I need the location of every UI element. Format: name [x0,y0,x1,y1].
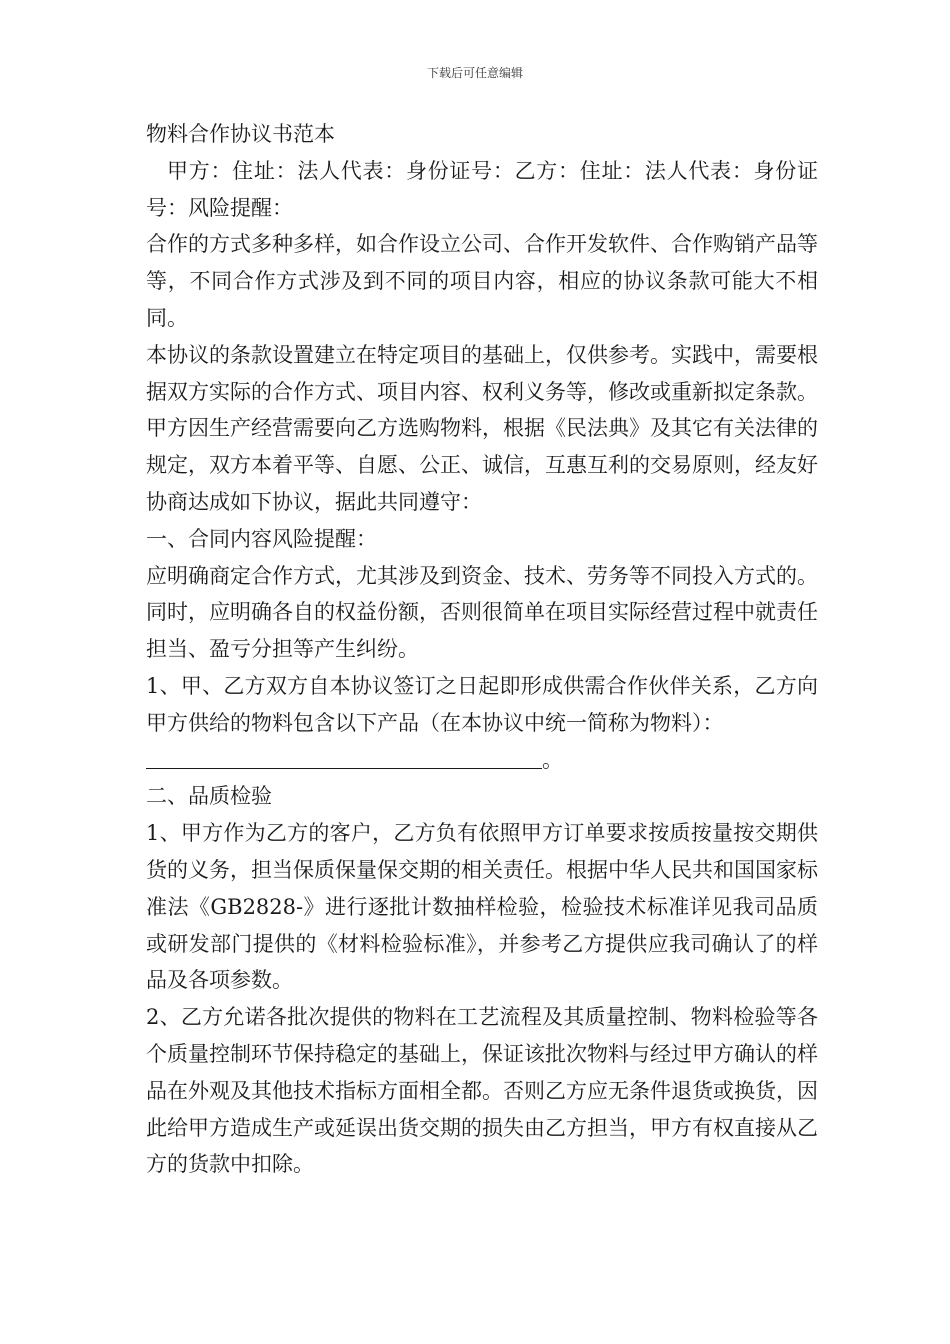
risk-paragraph-2: 本协议的条款设置建立在特定项目的基础上，仅供参考。实践中，需要根据双方实际的合作方式、项目内容、权利义务等，修改或重新拟定条款。 甲方因生产经营需要向乙方选购物料，根据《民法典》及其它有关法律的规定，双方本着平等、自愿、公正、诚信，互惠互利的交易原则，经友好协商达成如下协议，据此共同遵守： [146,342,818,514]
blank-end-punctuation: 。 [542,747,563,772]
clause-2-2: 2、乙方允诺各批次提供的物料在工艺流程及其质量控制、物料检验等各个质量控制环节保持稳定的基础上，保证该批次物料与经过甲方确认的样品在外观及其他技术指标方面相全都。否则乙方应无条件退货或换货，因此给甲方造成生产或延误出货交期的损失由乙方担当，甲方有权直接从乙方的货款中扣除。 [146,1005,818,1177]
section-2-title: 二、品质检验 [146,784,272,809]
section-1-title: 一、合同内容风险提醒： [146,526,377,551]
parties-paragraph: 甲方：住址：法人代表：身份证号：乙方：住址：法人代表：身份证号：风险提醒： [146,158,818,220]
risk-paragraph-1: 合作的方式多种多样，如合作设立公司、合作开发软件、合作购销产品等等，不同合作方式涉及到不同的项目内容，相应的协议条款可能大不相同。 [146,232,818,330]
page-header-note: 下载后可任意编辑 [426,66,523,80]
blank-line-row [146,742,818,779]
section-1-paragraph: 应明确商定合作方式，尤其涉及到资金、技术、劳务等不同投入方式的。同时，应明确各自的权益份额，否则很简单在项目实际经营过程中就责任担当、盈亏分担等产生纠纷。 [146,563,818,662]
document-title: 物料合作协议书范本 [146,122,335,146]
fill-in-blank [146,746,542,769]
clause-2-1: 1、甲方作为乙方的客户，乙方负有依照甲方订单要求按质按量按交期供货的义务，担当保质保量保交期的相关责任。根据中华人民共和国国家标准法《GB2828-》进行逐批计数抽样检验，检验技术标准详见我司品质或研发部门提供的《材料检验标准》，并参考乙方提供应我司确认了的样品及各项参数。 [146,821,818,993]
document-body [146,116,818,1183]
clause-1-1: 1、甲、乙方双方自本协议签订之日起即形成供需合作伙伴关系，乙方向甲方供给的物料包含以下产品（在本协议中统一简称为物料）： [146,673,818,735]
